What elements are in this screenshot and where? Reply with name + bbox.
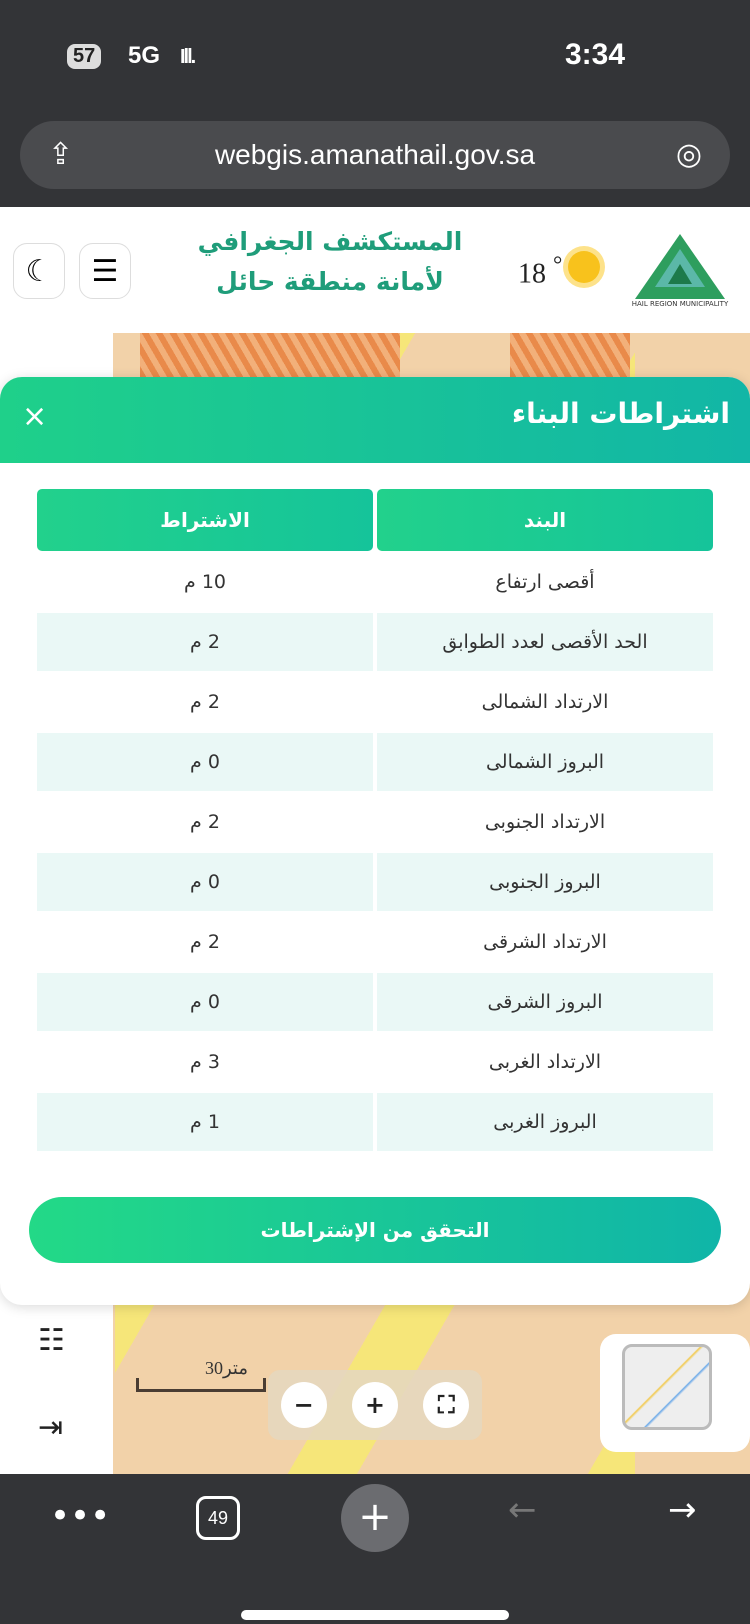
panel-title: اشتراطات البناء <box>511 397 730 430</box>
row-item: أقصى ارتفاع <box>495 571 595 593</box>
table-row <box>37 613 713 671</box>
table-row <box>37 853 713 911</box>
battery-indicator: 57 <box>67 44 101 69</box>
row-item: الارتداد الجنوبى <box>484 811 606 833</box>
requirements-table <box>33 487 717 1153</box>
signal-icon: Ill. <box>180 46 195 68</box>
zoom-out-button[interactable]: − <box>281 1382 327 1428</box>
row-item: الارتداد الشمالى <box>481 691 609 713</box>
scale-label: 30متر <box>205 1358 249 1378</box>
row-value: 2 م <box>190 691 220 713</box>
zoom-in-button[interactable]: + <box>352 1382 398 1428</box>
address-bar[interactable] <box>20 121 730 189</box>
zoom-controls <box>268 1370 482 1440</box>
table-row <box>37 913 713 971</box>
table-row <box>37 673 713 731</box>
tabs-button[interactable]: 49 <box>196 1496 240 1540</box>
new-tab-button[interactable]: + <box>341 1484 409 1552</box>
table-row <box>37 793 713 851</box>
moon-icon: ☾ <box>25 253 53 289</box>
municipality-logo <box>630 229 730 307</box>
degree-sign: ° <box>553 252 563 278</box>
temperature <box>518 252 562 290</box>
scale-bar <box>136 1378 266 1392</box>
row-item: البروز الجنوبى <box>377 853 713 911</box>
checklist-icon[interactable]: ☷ <box>38 1323 65 1358</box>
clock: 3:34 <box>564 38 625 71</box>
row-value: 2 م <box>37 613 373 671</box>
back-arrow-icon[interactable]: ← <box>508 1490 537 1530</box>
url-text: webgis.amanathail.gov.sa <box>214 139 536 170</box>
row-value: 3 م <box>190 1051 220 1073</box>
row-value: 0 م <box>37 733 373 791</box>
site-subtitle: لأمانة منطقة حائل <box>216 267 444 296</box>
row-item: البروز الشرقى <box>377 973 713 1031</box>
fullscreen-button[interactable]: ⛶ <box>423 1382 469 1428</box>
temperature-value: 18 <box>518 258 546 290</box>
column-header-item: البند <box>377 489 713 551</box>
share-icon[interactable]: ⇪ <box>48 138 74 171</box>
row-value: 2 م <box>190 931 220 953</box>
basemap-switcher[interactable] <box>600 1334 750 1452</box>
menu-button[interactable] <box>79 243 131 299</box>
table-row <box>37 553 713 611</box>
browser-toolbar <box>0 1474 750 1624</box>
column-header-requirement: الاشتراط <box>37 489 373 551</box>
dark-mode-button[interactable] <box>13 243 65 299</box>
row-value: 0 م <box>37 853 373 911</box>
row-value: 2 م <box>190 811 220 833</box>
row-value: 0 م <box>37 973 373 1031</box>
more-icon[interactable]: ••• <box>50 1496 111 1536</box>
table-row <box>37 973 713 1031</box>
close-icon[interactable]: × <box>22 399 48 434</box>
hamburger-icon: ☰ <box>91 253 119 289</box>
site-title: المستكشف الجغرافي <box>197 227 463 256</box>
table-row <box>37 1093 713 1151</box>
row-item: الارتداد الغربى <box>488 1051 602 1073</box>
home-indicator <box>241 1610 509 1620</box>
svg-text:HAIL REGION MUNICIPALITY: HAIL REGION MUNICIPALITY <box>631 300 729 307</box>
network-label: 5G <box>128 42 161 69</box>
site-header <box>0 207 750 333</box>
table-row <box>37 1033 713 1091</box>
basemap-thumbnail <box>622 1344 712 1430</box>
building-requirements-panel <box>0 377 750 1305</box>
row-value: 1 م <box>37 1093 373 1151</box>
browser-chrome <box>0 0 750 207</box>
sun-icon <box>568 251 600 283</box>
row-item: البروز الغربى <box>377 1093 713 1151</box>
watermark: sa.aqar.fm <box>346 1180 404 1195</box>
panel-header <box>0 377 750 463</box>
camera-search-icon[interactable]: ◎ <box>675 138 702 171</box>
logout-icon[interactable]: ⇥ <box>38 1410 64 1445</box>
forward-arrow-icon[interactable]: → <box>668 1490 697 1530</box>
table-row <box>37 733 713 791</box>
check-requirements-button[interactable]: التحقق من الإشتراطات <box>29 1197 721 1263</box>
row-value: 10 م <box>184 571 226 593</box>
row-item: الارتداد الشرقى <box>483 931 607 953</box>
row-item: البروز الشمالى <box>377 733 713 791</box>
row-item: الحد الأقصى لعدد الطوابق <box>377 613 713 671</box>
